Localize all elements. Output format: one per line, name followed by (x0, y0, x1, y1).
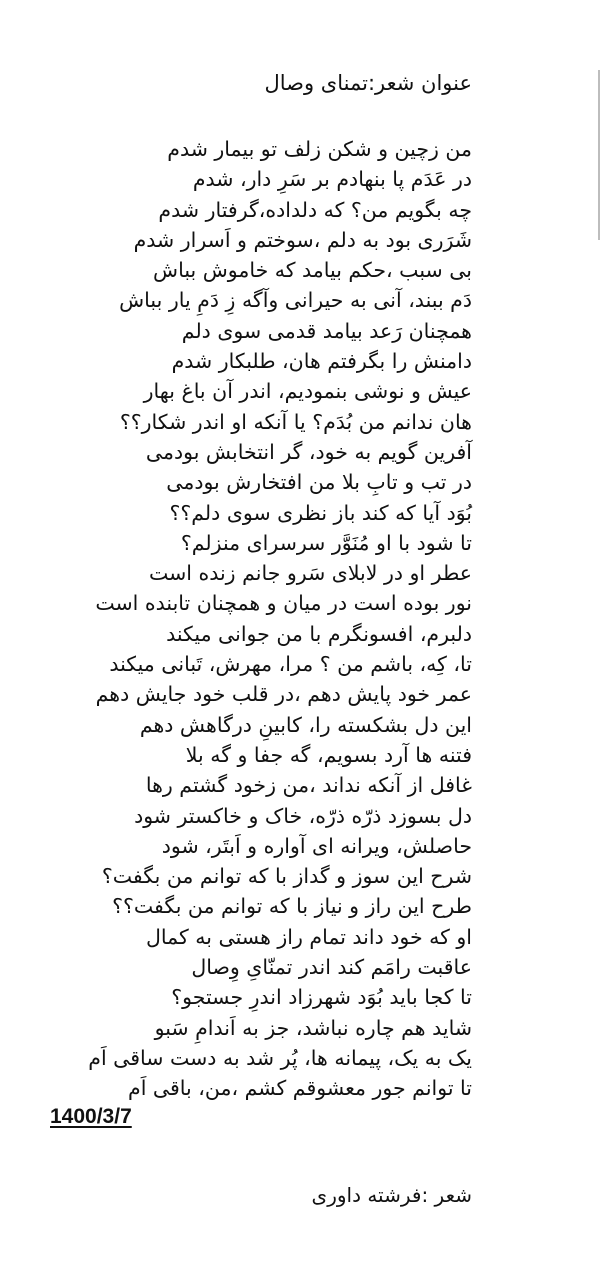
poem-line: آفرین گویم به خود، گر انتخابش بودمی (145, 439, 472, 464)
poem-line: دلبرم، افسونگرم با من جوانی میکند (166, 621, 472, 646)
poem-line: تا، کِه، باشم من ؟ مرا، مهرش، تَبانی میکند (109, 652, 472, 677)
poem-author: شعر :فرشته داوری (311, 1182, 472, 1207)
poem-line: طرح این راز و نیاز با که توانم من بگفت؟؟ (112, 894, 472, 919)
poem-line: تا کجا باید بُوَد شهرزاد اندرِ جستجو؟ (171, 985, 472, 1010)
poem-line: شرح این سوز و گداز با که توانم من بگفت؟ (101, 864, 472, 889)
poem-line: تا توانم جور معشوقم کشم ،من، باقی اَم (128, 1076, 472, 1101)
poem-line: نور بوده است در میان و همچنان تابنده است (95, 591, 472, 616)
poem-line: فتنه ها آرد بسویم، گه جفا و گه بلا (185, 742, 472, 767)
poem-title: عنوان شعر:تمنای وصال (264, 71, 472, 95)
poem-line: دَم ببند، آنی به حیرانی وآگه زِ دَمِ یار بباش (119, 288, 472, 313)
poem-line: بی سبب ،حکم بیامد که خاموش بباش (153, 258, 472, 283)
poem-line: من زچین و شکن زلف تو بیمار شدم (167, 137, 472, 161)
poem-line: در عَدَم پا بنهادم بر سَرِ دار، شدم (192, 167, 472, 192)
poem-line: عطر او در لابلای سَرو جانم زنده است (148, 561, 472, 586)
poem-body (40, 134, 472, 1104)
poem-line: شَرَری بود به دلم ،سوختم و اَسرار شدم (133, 227, 472, 252)
poem-line: غافل از آنکه نداند ،من زخود گشتم رها (145, 773, 472, 798)
poem-line: این دل بشکسته را، کابینِ درگاهش دهم (139, 712, 472, 737)
poem-line: یک به یک، پیمانه ها، پُر شد به دست ساقی اَم (88, 1045, 472, 1070)
poem-line: هان ندانم من بُدَم؟ یا آنکه او اندر شکار؟؟ (119, 409, 472, 434)
poem-line: حاصلش، ویرانه ای آواره و اَبتَر، شود (161, 833, 472, 858)
poem-line: بُوَد آیا که کند باز نظری سوی دلم؟؟ (169, 500, 472, 525)
poem-line: در تب و تابِ بلا من افتخارش بودمی (166, 470, 472, 495)
poem-line: همچنان رَعد بیامد قدمی سوی دلم (181, 318, 472, 343)
poem-line: شاید هم چاره نباشد، جز به اَندامِ سَبو (154, 1015, 472, 1040)
poem-line: دل بسوزد ذرّه ذرّه، خاک و خاکستر شود (134, 803, 472, 828)
poem-line: چه بگویم من؟ که دلداده،گرفتار شدم (158, 197, 472, 222)
poem-line: عیش و نوشی بنمودیم، اندر آن باغ بهار (143, 379, 472, 404)
poem-line: دامنش را بگرفتم هان، طلبکار شدم (171, 349, 472, 374)
poem-date: 1400/3/7 (50, 1104, 132, 1128)
poem-line: عاقبت رامَم کند اندر تمنّایِ وِصال (191, 955, 472, 980)
poem-line: او که خود داند تمام راز هستی به کمال (146, 924, 472, 949)
poem-document (40, 68, 472, 1210)
poem-line: تا شود با او مُنَوَّر سرسرای منزلم؟ (180, 530, 472, 555)
poem-line: عمر خود پایش دهم ،در قلب خود جایش دهم (95, 682, 472, 707)
